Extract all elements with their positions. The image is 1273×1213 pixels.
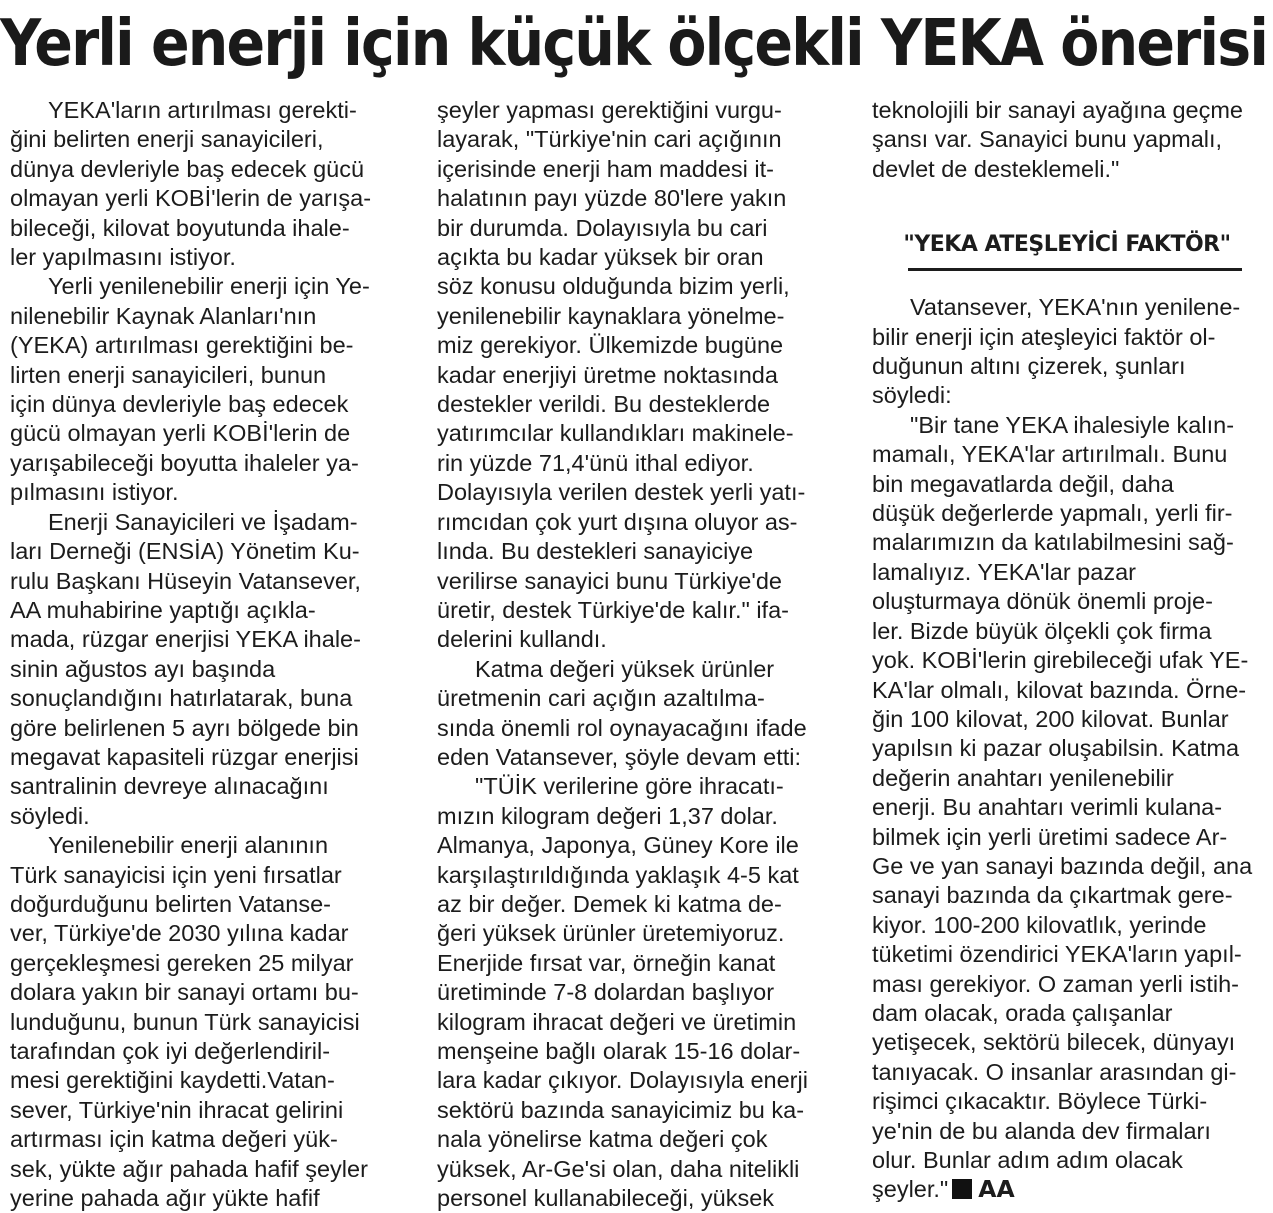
paragraph: Yerli yenilenebilir enerji için Ye- nilenebilir Kaynak Alanları'nın (YEKA) artırılması gerektiğini be- lirten enerji sanayicileri, bunun için dünya devleriyle baş edecek gücü olmayan yerli KOBİ'lerin de yarışabileceği boyutta ihaleler ya- pılmasını istiyor. (10, 273, 370, 506)
paragraph: Vatansever, YEKA'nın yenilene- bilir enerji için ateşleyici faktör ol- duğunun altını çizerek, şunları söyledi: (872, 294, 1241, 409)
article-headline (0, 0, 1273, 88)
article-column-3 (872, 96, 1262, 1205)
headline-text: Yerli enerji için küçük ölçekli YEKA önerisi (0, 7, 1268, 81)
source-credit: AA (978, 1175, 1015, 1204)
article-column-2 (437, 96, 835, 1213)
subheading: "YEKA ATEŞLEYİCİ FAKTÖR" (903, 232, 1231, 258)
paragraph: YEKA'ların artırılması gerekti- ğini belirten enerji sanayicileri, dünya devleriyle baş edecek gücü olmayan yerli KOBİ'lerin de yarışa- bileceği, kilovat boyutunda ihale- ler yapılmasını istiyor. (10, 97, 372, 271)
paragraph-final (872, 411, 1262, 1205)
final-quote-text: "Bir tane YEKA ihalesiyle kalın- mamalı, YEKA'lar artırılmalı. Bunu bin megavatlarda değil, daha düşük değerlerde yapmalı, yerli fir- malarımızın da katılabilmesini sağ- lamalıyız. YEKA'lar pazar oluşturmaya dönük önemli proje- ler. Bizde büyük ölçekli çok firma yok. KOBİ'lerin girebileceği ufak YE- KA'lar olmalı, kilovat bazında. Örne- ğin 100 kilovat, 200 kilovat. Bunlar yapılsın ki pazar oluşabilsin. Katma değerin anahtarı yenilenebilir enerji. Bu anahtarı verimli kulana- bilmek için yerli üretimi sadece Ar- Ge ve yan sanayi bazında değil, ana sanayi bazında da çıkartmak gere- kiyor. 100-200 kilovatlık, yerinde tüketimi özendirici YEKA'ların yapıl- ması gerekiyor. O zaman yerli istih- dam olacak, orada çalışanlar yetişecek, sektörü bilecek, dünyayı tanıyacak. O insanlar arasından gi- rişimci çıkacaktır. Böylece Türki- ye'nin de bu alanda dev firmaları olur. Bunlar adım adım olacak şeyler." (872, 411, 1253, 1203)
paragraph: Katma değeri yüksek ürünler üretmenin cari açığın azaltılma- sında önemli rol oynayacağını ifade eden Vatansever, şöyle devam etti: (437, 655, 807, 770)
subheading-rule (908, 268, 1242, 271)
paragraph: Enerji Sanayicileri ve İşadam- ları Derneği (ENSİA) Yönetim Ku- rulu Başkanı Hüseyin Vatansever, AA muhabirine yaptığı açıkla- mada, rüzgar enerjisi YEKA ihale- sinin ağustos ayı başında sonuçlandığını hatırlatarak, buna göre belirlenen 5 ayrı bölgede bin megavat kapasiteli rüzgar enerjisi santralinin devreye alınacağını söyledi. (10, 508, 361, 829)
paragraph: Yenilenebilir enerji alanının Türk sanayicisi için yeni fırsatlar doğurduğunu belirten Vatanse- ver, Türkiye'de 2030 yılına kadar gerçekleşmesi gereken 25 milyar dolara yakın bir sanayi ortamı bu- lunduğunu, bunun Türk sanayicisi tarafından çok iyi değerlendiril- mesi gerektiğini kaydetti.Vatan- sever, Türkiye'nin ihracat gelirini artırması için katma değeri yük- sek, yükte ağır pahada hafif şeyler yerine pahada ağır yükte hafif (10, 832, 368, 1212)
paragraph: şeyler yapması gerektiğini vurgu- layarak, "Türkiye'nin cari açığının içerisinde enerji ham maddesi it- halatının payı yüzde 80'lere yakın bir durumda. Dolayısıyla bu cari açıkta bu kadar yüksek bir oran söz konusu olduğunda bizim yerli, yenilenebilir kaynaklara yönelme- miz gerekiyor. Ülkemizde bugüne kadar enerjiyi üretme noktasında destekler verildi. Bu desteklerde yatırımcılar kullandıkları makinele- rin yüzde 71,4'ünü ithal ediyor. Dolayısıyla verilen destek yerli yatı- rımcıdan çok yurt dışına oluyor as- lında. Bu destekleri sanayiciye verilirse sanayici bunu Türkiye'de üretir, destek Türkiye'de kalır." ifa- delerini kullandı. (437, 97, 806, 653)
paragraph: "TÜİK verilerine göre ihracatı- mızın kilogram değeri 1,37 dolar. Almanya, Japonya, Güney Kore ile karşılaştırıldığında yaklaşık 4-5 kat az bir değer. Demek ki katma de- ğeri yüksek ürünler üretemiyoruz. Enerjide fırsat var, örneğin kanat üretiminde 7-8 dolardan başlıyor kilogram ihracat değeri ve üretimin menşeine bağlı olarak 15-16 dolar- lara kadar çıkıyor. Dolayısıyla enerji sektörü bazında sanayicimiz bu ka- nala yönelirse katma değeri çok yüksek, Ar-Ge'si olan, daha nitelikli personel kullanabileceği, yüksek (437, 773, 808, 1212)
article-column-1 (10, 96, 408, 1213)
paragraph: teknolojili bir sanayi ayağına geçme şansı var. Sanayici bunu yapmalı, devlet de desteklemeli." (872, 97, 1243, 182)
end-square-icon (952, 1179, 972, 1199)
